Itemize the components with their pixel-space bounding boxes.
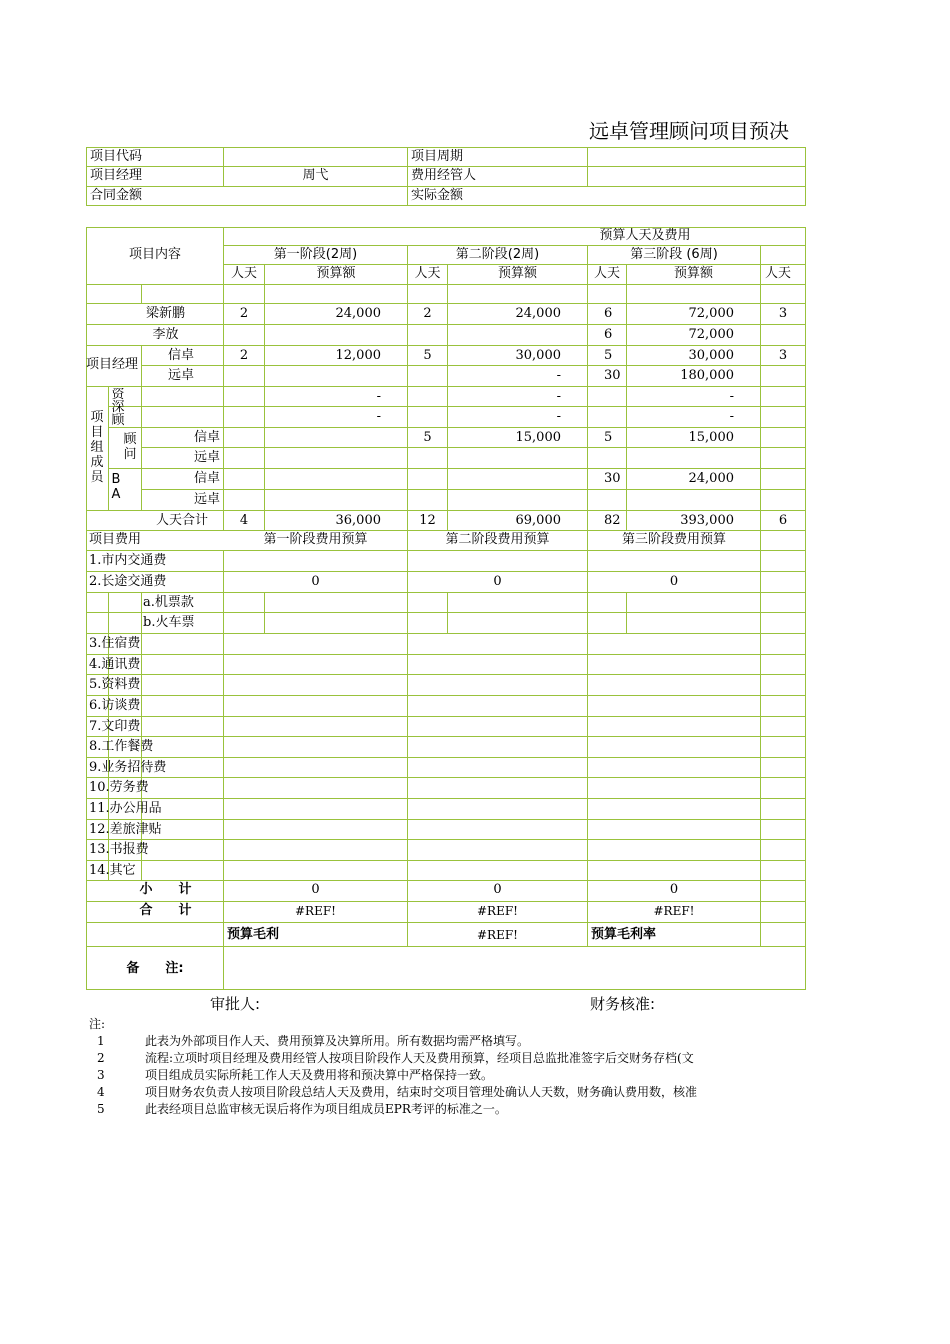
expense-item-label: 3.住宿费 xyxy=(89,636,141,651)
total-label: 人天合计 xyxy=(155,513,208,528)
consultant-label: 顾问 xyxy=(123,432,137,462)
budget-cell-p1a: - xyxy=(376,409,381,424)
member-name: 信卓 xyxy=(193,430,220,445)
budget-cell-p3a: - xyxy=(729,389,734,404)
budget-cell-p2d: 5 xyxy=(423,348,432,363)
note-text: 此表经项目总监审核无误后将作为项目组成员EPR考评的标准之一。 xyxy=(145,1102,507,1116)
total-cell-p1d: 4 xyxy=(239,513,249,528)
budget-cell-p4d: 3 xyxy=(778,306,788,321)
senior-consultant-label: 资深顾 xyxy=(111,388,125,426)
note-number: 3 xyxy=(97,1068,105,1082)
member-name: 信卓 xyxy=(193,471,220,486)
ba-label: BA xyxy=(111,472,121,502)
budget-cell-p4d: 3 xyxy=(778,348,788,363)
expense-item-label: 6.访谈费 xyxy=(89,698,141,713)
approver-label: 审批人: xyxy=(210,995,261,1013)
member-name: 信卓 xyxy=(168,348,195,363)
phase2-header: 第二阶段(2周) xyxy=(455,247,540,262)
budget-cell-p1a: 24,000 xyxy=(335,306,381,321)
budget-cell-p2a: 24,000 xyxy=(515,306,561,321)
phase1-amount-header: 预算额 xyxy=(316,266,356,281)
project-cycle-label: 项目周期 xyxy=(411,149,464,164)
remarks-label: 备 注: xyxy=(126,961,184,976)
budget-cell-p3a: 24,000 xyxy=(688,471,734,486)
expense-item-label: 12.差旅津贴 xyxy=(89,822,162,837)
contract-amount-label: 合同金额 xyxy=(90,188,143,203)
total-cell-p3d: 82 xyxy=(604,513,621,528)
subtotal-phase1: 0 xyxy=(311,882,320,897)
total-cell-p4d: 6 xyxy=(778,513,788,528)
member-name: 梁新鹏 xyxy=(145,306,185,321)
total-phase2: #REF! xyxy=(477,904,518,918)
budget-group-header: 预算人天及费用 xyxy=(599,228,691,243)
budget-cell-p3a: 72,000 xyxy=(688,327,734,342)
budget-cell-p3d: 5 xyxy=(604,430,613,445)
expense-item-label: 11.办公用品 xyxy=(89,801,162,816)
expense-item-label: 13.书报费 xyxy=(89,842,149,857)
project-manager-value: 周弋 xyxy=(302,168,329,183)
note-text: 此表为外部项目作人天、费用预算及决算所用。所有数据均需严格填写。 xyxy=(145,1034,530,1048)
member-name: 远卓 xyxy=(193,492,220,507)
expense-item-label: 10.劳务费 xyxy=(89,780,149,795)
budget-cell-p2a: 30,000 xyxy=(515,348,561,363)
phase2-amount-header: 预算额 xyxy=(497,266,537,281)
member-group-label: 项目组成员 xyxy=(90,410,104,485)
note-number: 2 xyxy=(97,1051,105,1065)
expense-phase1-header: 第一阶段费用预算 xyxy=(263,532,368,547)
phase2-days-header: 人天 xyxy=(414,266,441,281)
budget-cell-p2a: - xyxy=(556,368,561,383)
member-name: 李放 xyxy=(152,327,179,342)
member-name: 远卓 xyxy=(168,368,195,383)
phase1-header: 第一阶段(2周) xyxy=(273,247,358,262)
expense-item-label: 2.长途交通费 xyxy=(89,574,167,589)
budget-cell-p3d: 30 xyxy=(604,368,621,383)
expense-item-label: 1.市内交通费 xyxy=(89,553,167,568)
expenses-label: 项目费用 xyxy=(89,532,142,547)
note-number: 5 xyxy=(97,1102,105,1116)
expense-phase3-header: 第三阶段费用预算 xyxy=(621,532,726,547)
phase1-days-header: 人天 xyxy=(230,266,257,281)
phase3-days-header: 人天 xyxy=(593,266,620,281)
total-label: 合 计 xyxy=(139,903,192,918)
budget-cell-p3a: 72,000 xyxy=(688,306,734,321)
budget-cell-p2d: 2 xyxy=(423,306,432,321)
expense-item-label: 4.通讯费 xyxy=(89,657,141,672)
budget-cell-p1d: 2 xyxy=(239,348,249,363)
budget-cell-p3d: 6 xyxy=(604,327,613,342)
gross-profit-value: #REF! xyxy=(477,928,518,942)
expense-value-v2: 0 xyxy=(493,574,502,589)
member-name: 远卓 xyxy=(193,450,220,465)
total-phase1: #REF! xyxy=(295,904,336,918)
budget-cell-p3a: 15,000 xyxy=(688,430,734,445)
budget-cell-p3a: 180,000 xyxy=(680,368,734,383)
project-manager-label: 项目经理 xyxy=(90,168,143,183)
expense-phase2-header: 第二阶段费用预算 xyxy=(445,532,550,547)
expense-value-v1: 0 xyxy=(311,574,320,589)
notes-label: 注: xyxy=(89,1017,106,1031)
budget-cell-p3d: 6 xyxy=(604,306,613,321)
subtotal-label: 小 计 xyxy=(139,882,192,897)
phase3-header: 第三阶段 (6周) xyxy=(630,247,718,262)
budget-cell-p2a: 15,000 xyxy=(515,430,561,445)
note-text: 流程:立项时项目经理及费用经管人按项目阶段作人天及费用预算，经项目总监批准签字后交财务存档(文 xyxy=(145,1051,694,1065)
finance-label: 财务核准: xyxy=(590,995,656,1013)
budget-cell-p2d: 5 xyxy=(423,430,432,445)
total-phase3: #REF! xyxy=(653,904,695,918)
pm-group-label: 项目经理 xyxy=(86,357,139,372)
subtotal-phase3: 0 xyxy=(669,882,679,897)
note-text: 项目组成员实际所耗工作人天及费用将和预决算中严格保持一致。 xyxy=(145,1068,494,1082)
note-number: 4 xyxy=(97,1085,105,1099)
subtotal-phase2: 0 xyxy=(493,882,502,897)
expense-item-label: 7.文印费 xyxy=(89,719,141,734)
budget-cell-p1a: - xyxy=(376,389,381,404)
budget-cell-p3d: 5 xyxy=(604,348,613,363)
gross-profit-label: 预算毛利 xyxy=(227,927,280,942)
expense-item-label: 5.资料费 xyxy=(89,677,141,692)
total-cell-p2a: 69,000 xyxy=(515,513,561,528)
budget-cell-p3a: - xyxy=(729,409,734,424)
expense-manager-label: 费用经管人 xyxy=(411,168,477,183)
budget-cell-p1a: 12,000 xyxy=(335,348,381,363)
expense-item-label: a.机票款 xyxy=(143,595,194,610)
phase4-days-header: 人天 xyxy=(764,266,791,281)
gross-margin-label: 预算毛利率 xyxy=(591,927,657,942)
expense-item-label: 14.其它 xyxy=(89,863,136,878)
expense-item-label: 9.业务招待费 xyxy=(89,760,167,775)
note-text: 项目财务农负责人按项目阶段总结人天及费用，结束时交项目管理处确认人天数，财务确认费用数，核准 xyxy=(145,1085,698,1099)
budget-cell-p1d: 2 xyxy=(239,306,249,321)
project-code-label: 项目代码 xyxy=(90,149,143,164)
actual-amount-label: 实际金额 xyxy=(411,188,464,203)
budget-cell-p2a: - xyxy=(556,389,561,404)
total-cell-p3a: 393,000 xyxy=(680,513,734,528)
total-cell-p1a: 36,000 xyxy=(335,513,381,528)
expense-value-v3: 0 xyxy=(669,574,679,589)
budget-cell-p3a: 30,000 xyxy=(688,348,734,363)
expense-item-label: 8.工作餐费 xyxy=(89,739,154,754)
expense-item-label: b.火车票 xyxy=(143,615,195,630)
page-title: 远卓管理顾问项目预决 xyxy=(589,119,789,143)
note-number: 1 xyxy=(97,1034,105,1048)
budget-cell-p3d: 30 xyxy=(604,471,621,486)
total-cell-p2d: 12 xyxy=(419,513,436,528)
budget-cell-p2a: - xyxy=(556,409,561,424)
project-content-label: 项目内容 xyxy=(128,247,181,262)
phase3-amount-header: 预算额 xyxy=(673,266,713,281)
